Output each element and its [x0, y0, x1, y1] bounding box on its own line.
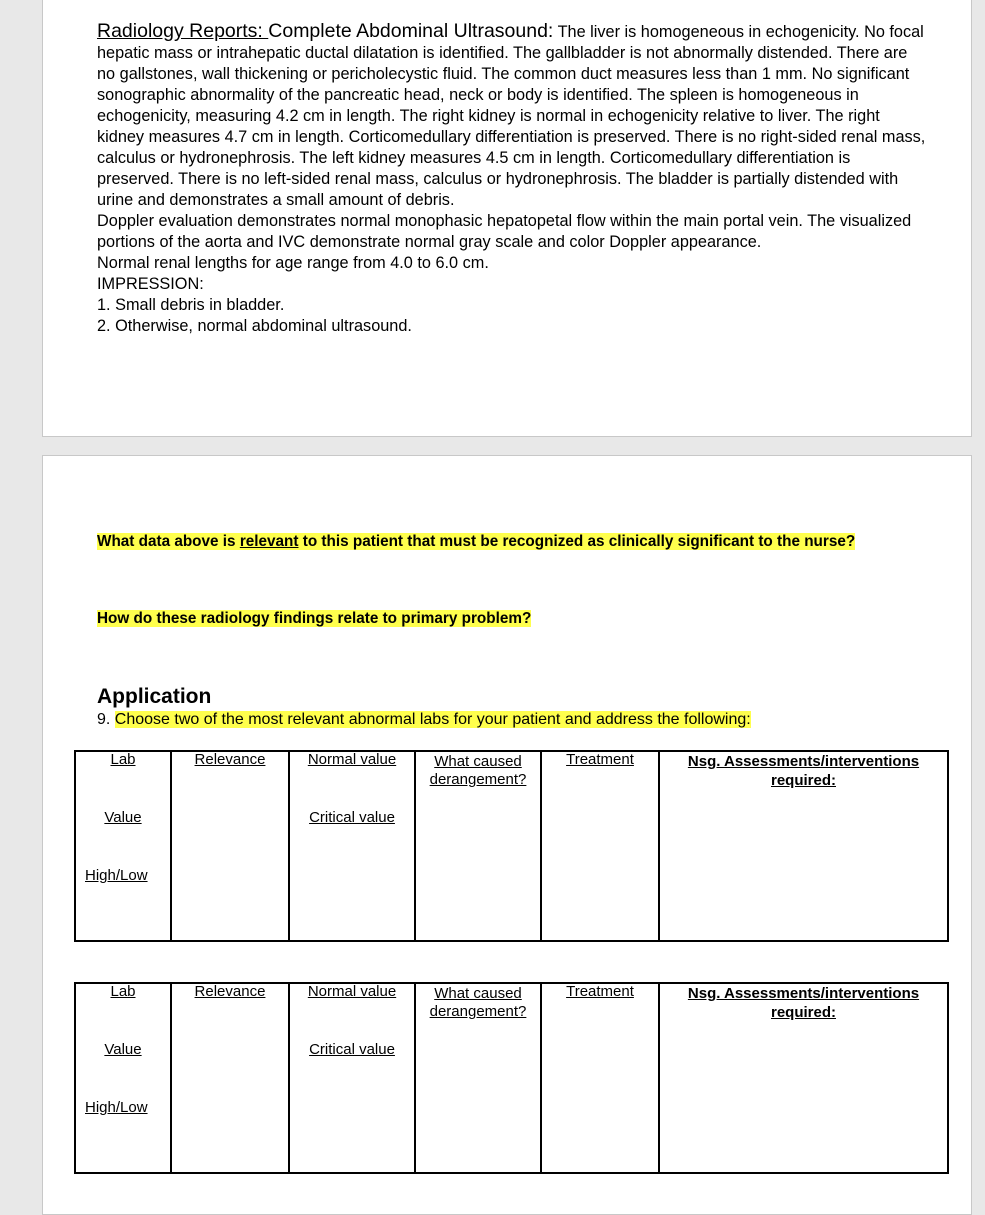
nsg-assessments-cell[interactable]	[659, 983, 948, 1173]
question-1-text	[97, 533, 855, 550]
what-caused-cell[interactable]	[415, 751, 541, 941]
high-low-label: High/Low	[85, 867, 148, 884]
impression-item-1: 1. Small debris in bladder.	[97, 296, 285, 314]
relevance-cell[interactable]	[171, 983, 289, 1173]
high-low-label: High/Low	[85, 1099, 148, 1116]
document-page-2	[42, 455, 972, 1215]
report-title-exam: Complete Abdominal Ultrasound:	[268, 20, 554, 42]
what-caused-cell[interactable]	[415, 983, 541, 1173]
lab-table-1	[74, 750, 949, 942]
lab-cell[interactable]	[75, 751, 171, 941]
derangement-label: derangement?	[429, 771, 527, 788]
critical-value-label: Critical value	[309, 809, 395, 826]
what-caused-label: What caused	[434, 985, 522, 1002]
report-findings: The liver is homogeneous in echogenicity. No focal hepatic mass or intrahepatic ductal dilatation is identified. The gallbladder is not abnormally distended. There are no gallstones, wall thickening or pericholecystic fluid. The common duct measures less than 1 mm. No significant sonographic abnormality of the pancreatic head, neck or body is identified. The spleen is homogeneous in echogenicity, measuring 4.2 cm in length. The right kidney is normal in echogenicity relative to liver. The right kidney measures 4.7 cm in length. Corticomedullary differentiation is preserved. There is no right-sided renal mass, calculus or hydronephrosis. The left kidney measures 4.5 cm in length. Corticomedullary differentiation is preserved. There is no left-sided renal mass, calculus or hydronephrosis. The bladder is partially distended with urine and demonstrates a small amount of debris.	[97, 23, 926, 209]
question-radiology-relation	[97, 610, 897, 628]
instruction-number: 9.	[97, 711, 115, 728]
normal-value-label: Normal value	[307, 751, 397, 768]
question-relevant-data	[97, 533, 897, 551]
normal-value-cell[interactable]	[289, 983, 415, 1173]
normal-value-cell[interactable]	[289, 751, 415, 941]
document-page-1	[42, 0, 972, 437]
report-renal-norm: Normal renal lengths for age range from 4.0 to 6.0 cm.	[97, 254, 489, 272]
relevance-label: Relevance	[194, 751, 266, 768]
application-instruction	[97, 711, 751, 729]
application-heading: Application	[97, 685, 212, 708]
value-label: Value	[104, 809, 142, 826]
instruction-text: Choose two of the most relevant abnormal labs for your patient and address the following:	[114, 711, 751, 728]
nsg-assessments-label: Nsg. Assessments/interventions	[687, 985, 920, 1002]
nsg-assessments-cell[interactable]	[659, 751, 948, 941]
question-1-part-c: to this patient that must be recognized as clinically significant to the nurse?	[298, 533, 856, 550]
impression-item-2: 2. Otherwise, normal abdominal ultrasound.	[97, 317, 412, 335]
critical-value-label: Critical value	[309, 1041, 395, 1058]
treatment-cell[interactable]	[541, 751, 659, 941]
lab-table-2	[74, 982, 949, 1174]
relevance-cell[interactable]	[171, 751, 289, 941]
normal-value-label: Normal value	[307, 983, 397, 1000]
radiology-report	[97, 21, 929, 337]
report-body-paragraph	[97, 21, 929, 211]
question-1-part-a: What data above is	[97, 533, 240, 550]
nsg-required-label: required:	[770, 1004, 836, 1021]
nsg-assessments-label: Nsg. Assessments/interventions	[687, 753, 920, 770]
lab-cell[interactable]	[75, 983, 171, 1173]
lab-label: Lab	[110, 983, 136, 1000]
derangement-label: derangement?	[429, 1003, 527, 1020]
what-caused-label: What caused	[434, 753, 522, 770]
relevance-label: Relevance	[194, 983, 266, 1000]
question-1-relevant: relevant	[239, 533, 299, 550]
question-2-text: How do these radiology findings relate to primary problem?	[97, 610, 532, 627]
treatment-label: Treatment	[566, 751, 634, 768]
nsg-required-label: required:	[770, 772, 836, 789]
lab-label: Lab	[110, 751, 136, 768]
report-doppler: Doppler evaluation demonstrates normal monophasic hepatopetal flow within the main portal vein. The visualized portions of the aorta and IVC demonstrate normal gray scale and color Doppler appearance.	[97, 212, 912, 251]
report-title-label: Radiology Reports:	[97, 20, 269, 42]
treatment-cell[interactable]	[541, 983, 659, 1173]
treatment-label: Treatment	[566, 983, 634, 1000]
value-label: Value	[104, 1041, 142, 1058]
impression-label: IMPRESSION:	[97, 275, 204, 293]
